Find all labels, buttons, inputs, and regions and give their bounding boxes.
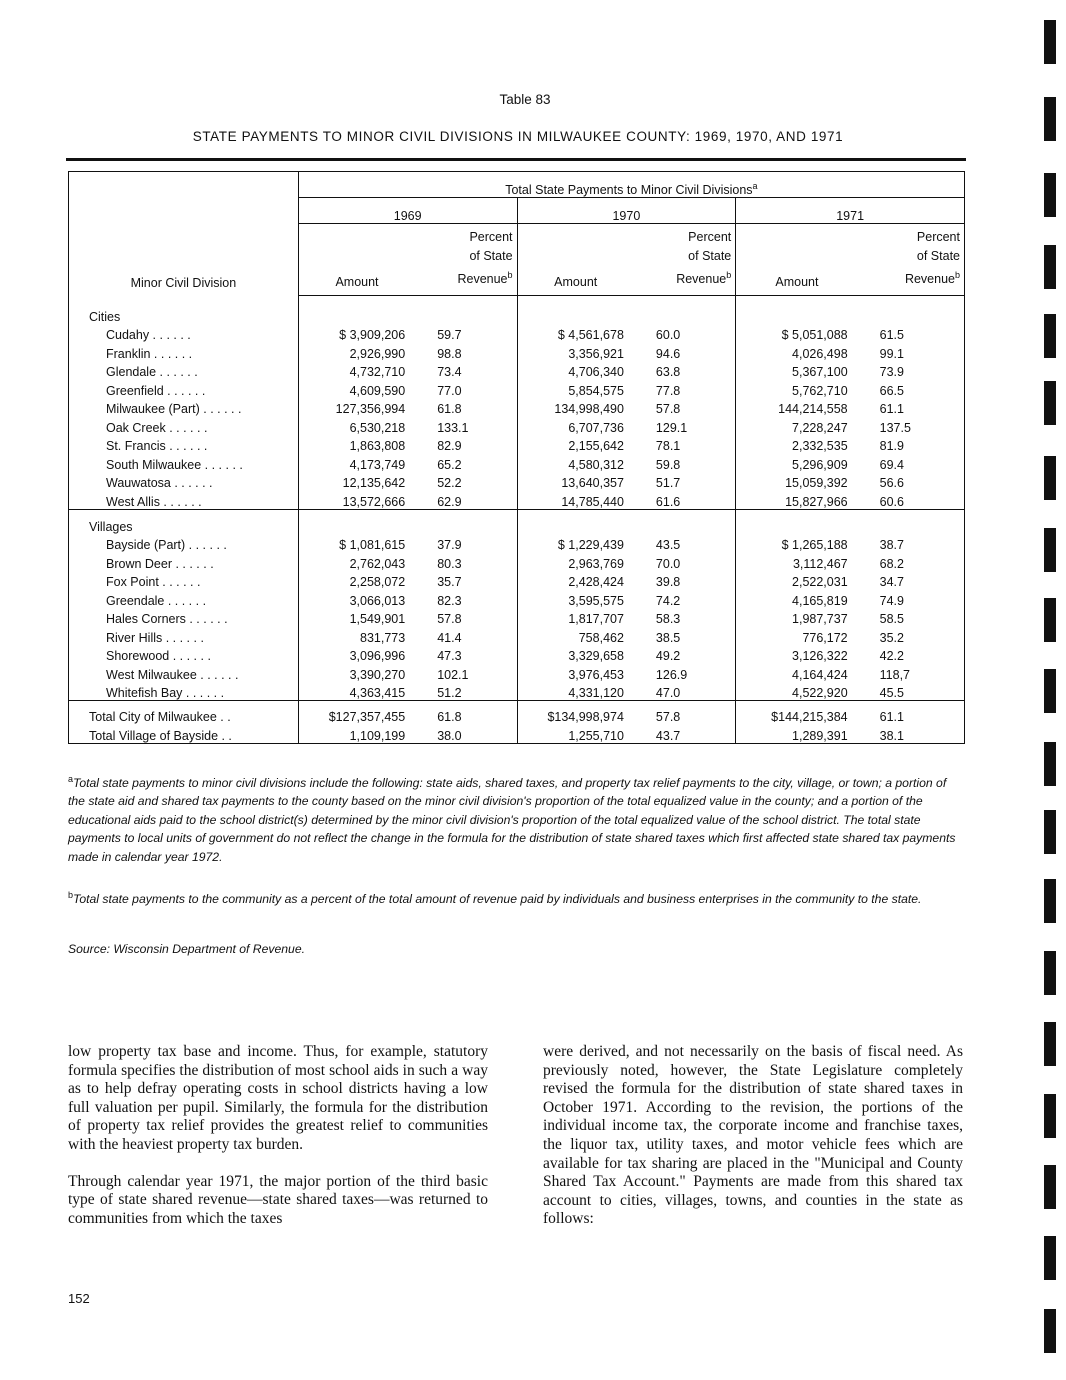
year-header: 1971 (736, 198, 965, 224)
row-name: Total Village of Bayside . . (69, 724, 299, 743)
amount-cell: 2,926,990 (349, 346, 406, 361)
percent-header: Percent of State Revenue$^b$ (634, 224, 736, 296)
amount-cell: 6,707,736 (568, 420, 624, 435)
percent-cell: 133.1 (415, 416, 517, 435)
percent-cell: 61.8 (415, 701, 517, 725)
amount-cell: 3,126,322 (792, 649, 848, 663)
percent-cell: 61.1 (858, 398, 965, 417)
percent-cell: 63.8 (634, 361, 736, 380)
amount-cell: 2,762,043 (349, 556, 406, 571)
amount-cell: 831,773 (360, 630, 406, 645)
percent-header: Percent of State Revenue$^b$ (415, 224, 517, 296)
row-name: Brown Deer . . . . . . (69, 552, 299, 571)
amount-cell: $127,357,455 (328, 710, 406, 724)
amount-cell: 1,549,901 (349, 612, 406, 626)
percent-cell: 52.2 (415, 472, 517, 491)
percent-cell: 77.8 (634, 379, 736, 398)
percent-cell: 102.1 (415, 663, 517, 682)
percent-cell: 61.6 (634, 490, 736, 509)
percent-cell: 60.6 (858, 490, 965, 509)
table-row (69, 608, 965, 627)
amount-cell: 2,428,424 (568, 575, 624, 589)
percent-cell: 38.0 (415, 724, 517, 743)
row-name: Shorewood . . . . . . (69, 645, 299, 664)
amount-cell: 15,059,392 (785, 476, 848, 490)
empty-cell (736, 509, 858, 534)
amount-cell: 1,987,737 (792, 612, 848, 626)
amount-cell: 4,173,749 (349, 457, 406, 472)
table-number: Table 83 (499, 92, 551, 107)
percent-cell: 57.8 (634, 701, 736, 725)
amount-cell: $ 1,229,439 (557, 538, 624, 552)
row-name: Greenfield . . . . . . (69, 379, 299, 398)
table-row (69, 398, 965, 417)
percent-cell: 137.5 (858, 416, 965, 435)
amount-header: Amount (298, 224, 415, 296)
row-name: Total City of Milwaukee . . (69, 701, 299, 725)
empty-cell (634, 296, 736, 324)
percent-cell: 61.5 (858, 324, 965, 343)
percent-cell: 38.7 (858, 534, 965, 553)
table-row (69, 379, 965, 398)
year-header: 1969 (298, 198, 517, 224)
amount-cell: 4,363,415 (298, 682, 415, 701)
amount-cell: 3,112,467 (792, 556, 848, 571)
percent-cell: 39.8 (634, 571, 736, 590)
amount-cell: 5,296,909 (792, 457, 848, 472)
amount-cell: $ 4,561,678 (557, 328, 624, 342)
percent-cell: 57.8 (415, 608, 517, 627)
percent-cell: 51.2 (415, 682, 517, 701)
amount-cell: 776,172 (802, 630, 848, 645)
amount-header: Amount (517, 224, 634, 296)
amount-cell: 4,165,819 (792, 593, 848, 608)
percent-cell: 78.1 (634, 435, 736, 454)
amount-cell: 6,530,218 (349, 420, 406, 435)
percent-cell: 126.9 (634, 663, 736, 682)
amount-cell: 2,332,535 (792, 439, 848, 453)
percent-cell: 98.8 (415, 342, 517, 361)
row-name: Cudahy . . . . . . (69, 324, 299, 343)
amount-cell: 127,356,994 (335, 402, 406, 416)
amount-cell: 3,595,575 (568, 593, 624, 608)
percent-cell: 57.8 (634, 398, 736, 417)
percent-cell: 61.8 (415, 398, 517, 417)
amount-cell: 3,329,658 (568, 649, 624, 663)
amount-cell: 13,572,666 (298, 490, 415, 509)
table-row (69, 589, 965, 608)
amount-cell: 134,998,490 (554, 402, 624, 416)
amount-cell: 3,390,270 (349, 667, 406, 682)
amount-cell: $ 5,051,088 (781, 328, 848, 342)
percent-cell: 68.2 (858, 552, 965, 571)
percent-cell: 70.0 (634, 552, 736, 571)
table-row (69, 534, 965, 553)
percent-cell: 56.6 (858, 472, 965, 491)
row-name: River Hills . . . . . . (69, 626, 299, 645)
row-name: South Milwaukee . . . . . . (69, 453, 299, 472)
percent-cell: 47.3 (415, 645, 517, 664)
row-name: Glendale . . . . . . (69, 361, 299, 380)
empty-cell (517, 509, 634, 534)
amount-cell: 2,522,031 (792, 575, 848, 589)
body-left-column (68, 1043, 488, 1228)
table-title: STATE PAYMENTS TO MINOR CIVIL DIVISIONS IN MILWAUKEE COUNTY: 1969, 1970, AND 1971 (192, 129, 844, 144)
percent-cell: 74.9 (858, 589, 965, 608)
table-row (69, 342, 965, 361)
footnote-a: $^a$Total state payments to minor civil divisions include the following: state aids, shared taxes, and property tax relief payments to the city, village, or town; a portion of the state aid and shared tax payments to the county based on the minor civil division's proportion of the total equalized value in the county; and a portion of the educational aids paid to the school district(s) determined by the minor civil division's proportion of the total equalized value of the school district. The total state payments to local units of government do not reflect the change in the formula for the distribution of state shared taxes which first affected state shared tax payments made in calendar year 1972. (68, 774, 956, 864)
table-row (69, 416, 965, 435)
table-row (69, 472, 965, 491)
percent-cell: 74.2 (634, 589, 736, 608)
percent-cell: 94.6 (634, 342, 736, 361)
amount-cell: $144,215,384 (771, 710, 848, 724)
percent-cell: 61.1 (858, 701, 965, 725)
percent-cell: 59.8 (634, 453, 736, 472)
table-row (69, 490, 965, 509)
percent-cell: 80.3 (415, 552, 517, 571)
amount-cell: 12,135,642 (342, 476, 406, 490)
amount-cell: 4,164,424 (792, 667, 848, 682)
table-row (69, 324, 965, 343)
amount-cell: 7,228,247 (792, 420, 848, 435)
percent-cell: 41.4 (415, 626, 517, 645)
percent-cell: 66.5 (858, 379, 965, 398)
empty-cell (298, 296, 415, 324)
table-row (69, 453, 965, 472)
amount-cell: 5,762,710 (792, 383, 848, 398)
percent-cell: 60.0 (634, 324, 736, 343)
row-name: St. Francis . . . . . . (69, 435, 299, 454)
percent-cell: 35.2 (858, 626, 965, 645)
amount-cell: $ 3,909,206 (339, 328, 406, 342)
amount-cell: 2,258,072 (349, 575, 406, 589)
amount-cell: $ 1,265,188 (781, 538, 848, 552)
amount-cell: 3,096,996 (349, 649, 406, 663)
table-row (69, 552, 965, 571)
table-row (69, 571, 965, 590)
empty-cell (634, 509, 736, 534)
amount-cell: 13,640,357 (561, 476, 624, 490)
percent-cell: 73.4 (415, 361, 517, 380)
amount-cell: 3,066,013 (349, 593, 406, 608)
percent-header: Percent of State Revenue$^b$ (858, 224, 965, 296)
percent-cell: 77.0 (415, 379, 517, 398)
row-name: Oak Creek . . . . . . (69, 416, 299, 435)
empty-cell (858, 296, 965, 324)
section-label: Cities (69, 296, 299, 324)
empty-cell (858, 509, 965, 534)
empty-cell (415, 296, 517, 324)
percent-cell: 42.2 (858, 645, 965, 664)
percent-cell: 82.9 (415, 435, 517, 454)
percent-cell: 58.3 (634, 608, 736, 627)
row-name: Greendale . . . . . . (69, 589, 299, 608)
amount-cell: 4,026,498 (792, 346, 848, 361)
table-row (69, 626, 965, 645)
percent-cell: 65.2 (415, 453, 517, 472)
percent-cell: 81.9 (858, 435, 965, 454)
percent-cell: 47.0 (634, 682, 736, 701)
footnote-b: $^b$Total state payments to the community as a percent of the total amount of revenue paid by individuals and business enterprises in the community to the state. (68, 890, 922, 907)
percent-cell: 51.7 (634, 472, 736, 491)
percent-cell: 129.1 (634, 416, 736, 435)
percent-cell: 37.9 (415, 534, 517, 553)
percent-cell: 73.9 (858, 361, 965, 380)
row-name: Bayside (Part) . . . . . . (69, 534, 299, 553)
empty-cell (736, 296, 858, 324)
row-label-header: Minor Civil Division (69, 172, 299, 296)
table-row (69, 663, 965, 682)
row-name: West Milwaukee . . . . . . (69, 663, 299, 682)
amount-cell: 1,817,707 (568, 612, 624, 626)
percent-cell: 49.2 (634, 645, 736, 664)
table-row (69, 645, 965, 664)
percent-cell: 59.7 (415, 324, 517, 343)
percent-cell: 43.5 (634, 534, 736, 553)
amount-cell: 1,289,391 (736, 724, 858, 743)
group-header: Total State Payments to Minor Civil Divisions$^a$ (298, 172, 964, 198)
amount-cell: 758,462 (578, 630, 624, 645)
amount-cell: 15,827,966 (736, 490, 858, 509)
section-row (69, 509, 965, 534)
percent-cell: 82.3 (415, 589, 517, 608)
amount-cell: 4,331,120 (517, 682, 634, 701)
amount-cell: 3,356,921 (568, 346, 624, 361)
payments-table (68, 171, 965, 744)
table-row (69, 435, 965, 454)
section-row (69, 296, 965, 324)
amount-cell: 5,854,575 (568, 383, 624, 398)
amount-cell: 2,963,769 (568, 556, 624, 571)
row-name: Franklin . . . . . . (69, 342, 299, 361)
amount-cell: 4,580,312 (568, 457, 624, 472)
page-number: 152 (68, 1291, 90, 1306)
row-name: Hales Corners . . . . . . (69, 608, 299, 627)
title-rule (66, 158, 966, 161)
amount-cell: 3,976,453 (568, 667, 624, 682)
row-name: West Allis . . . . . . (69, 490, 299, 509)
amount-cell: 2,155,642 (568, 439, 624, 453)
amount-cell: 4,609,590 (349, 383, 406, 398)
row-name: Whitefish Bay . . . . . . (69, 682, 299, 701)
amount-cell: 4,706,340 (568, 365, 624, 379)
percent-cell: 35.7 (415, 571, 517, 590)
amount-header: Amount (736, 224, 858, 296)
amount-cell: 5,367,100 (792, 365, 848, 379)
percent-cell: 118,7 (858, 663, 965, 682)
source-note: Source: Wisconsin Department of Revenue. (68, 942, 305, 956)
percent-cell: 99.1 (858, 342, 965, 361)
empty-cell (415, 509, 517, 534)
percent-cell: 69.4 (858, 453, 965, 472)
row-name: Wauwatosa . . . . . . (69, 472, 299, 491)
empty-cell (298, 509, 415, 534)
amount-cell: $ 1,081,615 (339, 538, 406, 552)
body-right-column (543, 1043, 963, 1229)
total-row (69, 724, 965, 743)
percent-cell: 45.5 (858, 682, 965, 701)
total-row (69, 701, 965, 725)
percent-cell: 43.7 (634, 724, 736, 743)
year-header: 1970 (517, 198, 736, 224)
percent-cell: 58.5 (858, 608, 965, 627)
amount-cell: 1,863,808 (349, 439, 406, 453)
empty-cell (517, 296, 634, 324)
percent-cell: 34.7 (858, 571, 965, 590)
percent-cell: 62.9 (415, 490, 517, 509)
row-name: Fox Point . . . . . . (69, 571, 299, 590)
percent-cell: 38.1 (858, 724, 965, 743)
amount-cell: 1,109,199 (298, 724, 415, 743)
amount-cell: $134,998,974 (547, 710, 624, 724)
section-label: Villages (69, 509, 299, 534)
row-name: Milwaukee (Part) . . . . . . (69, 398, 299, 417)
paragraph: were derived, and not necessarily on the basis of fiscal need. As previously noted, however, the State Legislature completely revised the formula for the distribution of state shared taxes in October 1971. According to the revision, the portions of the individual income tax, the corporate income and franchise taxes, the liquor tax, utility taxes, and motor vehicle fees which are available for tax sharing are placed in the "Municipal and County Shared Tax Account." Payments are made from this shared tax account to cities, villages, towns, and counties in the state as follows: (543, 1043, 963, 1228)
amount-cell: 1,255,710 (517, 724, 634, 743)
amount-cell: 4,522,920 (736, 682, 858, 701)
table-row (69, 361, 965, 380)
amount-cell: 14,785,440 (517, 490, 634, 509)
paragraph: low property tax base and income. Thus, for example, statutory formula specifies the distribution of most school aids in such a way as to help defray operating costs in school districts having a low full valuation per pupil. Similarly, the formula for the distribution of property tax relief provides the greatest relief to communities with the heaviest property tax burden. (68, 1043, 488, 1153)
table-row (69, 682, 965, 701)
amount-cell: 144,214,558 (778, 402, 848, 416)
amount-cell: 4,732,710 (349, 365, 406, 379)
percent-cell: 38.5 (634, 626, 736, 645)
paragraph: Through calendar year 1971, the major portion of the third basic type of state shared revenue—state shared taxes—was returned to communities from which the taxes (68, 1172, 488, 1227)
